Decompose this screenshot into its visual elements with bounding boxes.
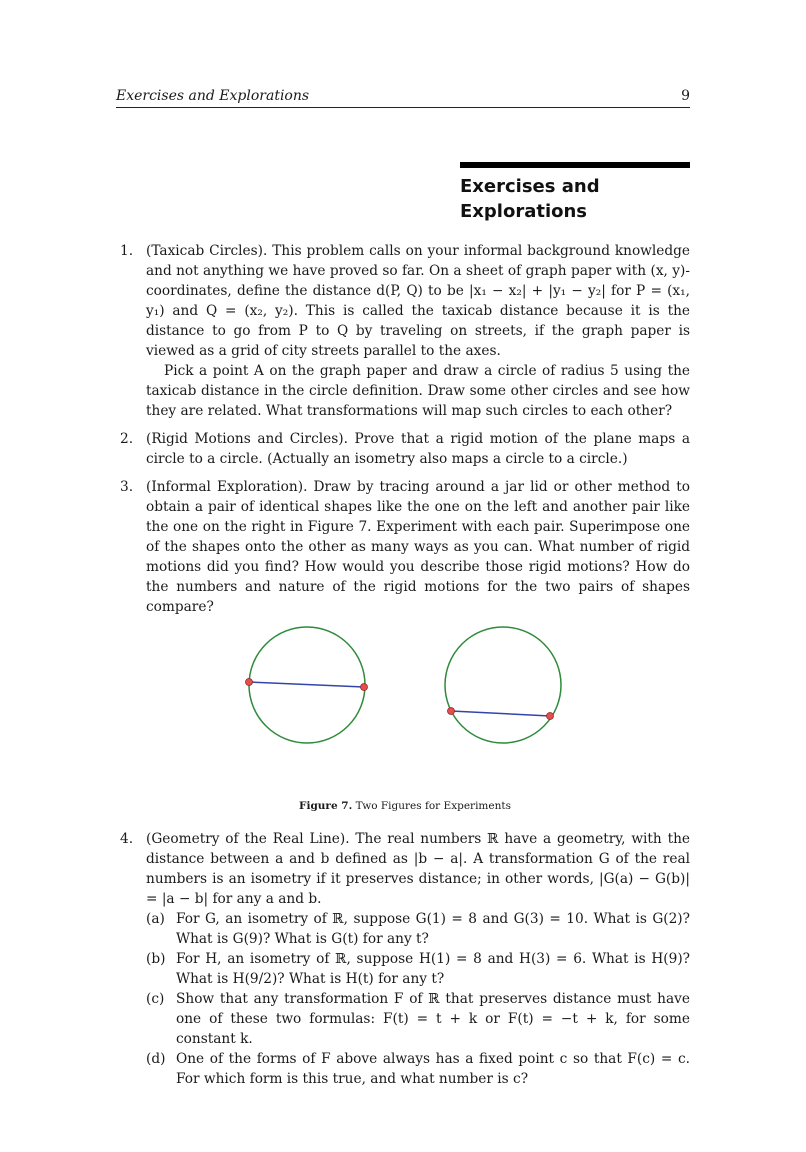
part-label: (c): [146, 991, 165, 1007]
exercise-text: Pick a point A on the graph paper and draw a circle of radius 5 using the taxicab distance in the circle definition. Draw some other circles and see how they are related. What transformations will map such circles to each other?: [146, 363, 690, 419]
section-title: [460, 174, 690, 224]
exercise-list-top: [120, 241, 690, 617]
section-title-line1: Exercises and: [460, 176, 600, 197]
exercise-3: [120, 477, 690, 617]
exercise-text: (Informal Exploration). Draw by tracing around a jar lid or other method to obtain a pair of identical shapes like the one on the left and another pair like the one on the right in Figure 7. Experiment with each pair. Superimpose one of the shapes onto the other as many ways as you can. What number of rigid motions did you find? How would you describe those rigid motions? How do the numbers and nature of the rigid motions for the two pairs of shapes compare?: [146, 479, 690, 615]
part-text: One of the forms of F above always has a fixed point c so that F(c) = c. For which form is this true, and what number is c?: [176, 1051, 690, 1087]
left-chord: [249, 682, 364, 687]
figure-7: [120, 620, 690, 785]
section-title-line2: Explorations: [460, 201, 588, 222]
running-head-title: Exercises and Explorations: [116, 88, 310, 104]
part-label: (d): [146, 1051, 166, 1067]
part-label: (b): [146, 951, 166, 967]
part-text: Show that any transformation F of ℝ that preserves distance must have one of these two formulas: F(t) = t + k or F(t) = −t + k, for some constant k.: [176, 991, 690, 1047]
figure-caption: [120, 800, 690, 812]
page-number: 9: [681, 88, 690, 104]
part-label: (a): [146, 911, 165, 927]
section-rule: [460, 162, 690, 168]
figure-caption-text: Two Figures for Experiments: [355, 800, 511, 812]
right-chord: [451, 711, 550, 716]
exercise-part: [146, 949, 690, 989]
exercise-number: 2.: [120, 431, 134, 447]
exercise-text: (Taxicab Circles). This problem calls on your informal background knowledge and not anything we have proved so far. On a sheet of graph paper with (x, y)-coordinates, define the distance d(P, Q) to be |x₁ − x₂| + |y₁ − y₂| for P = (x₁, y₁) and Q = (x₂, y₂). This is called the taxicab distance because it is the distance to go from P to Q by traveling on streets, if the graph paper is viewed as a grid of city streets parallel to the axes.: [146, 243, 690, 359]
exercise-number: 1.: [120, 243, 134, 259]
exercise-text: (Rigid Motions and Circles). Prove that a rigid motion of the plane maps a circle to a circle. (Actually an isometry also maps a circle to a circle.): [146, 431, 690, 467]
exercise-list-bottom: [120, 829, 690, 1089]
exercise-1: [120, 241, 690, 421]
exercise-text: (Geometry of the Real Line). The real numbers ℝ have a geometry, with the distance between a and b defined as |b − a|. A transformation G of the real numbers is an isometry if it preserves distance; in other words, |G(a) − G(b)| = |a − b| for any a and b.: [146, 831, 690, 907]
right-circle: [445, 627, 561, 743]
right-chord-endpoint: [448, 708, 455, 715]
left-chord-endpoint: [361, 684, 368, 691]
part-text: For H, an isometry of ℝ, suppose H(1) = 8 and H(3) = 6. What is H(9)? What is H(9/2)? What is H(t) for any t?: [176, 951, 690, 987]
left-chord-endpoint: [246, 679, 253, 686]
exercise-number: 3.: [120, 479, 134, 495]
exercise-part: [146, 1049, 690, 1089]
exercise-2: [120, 429, 690, 469]
figure-caption-label: Figure 7.: [299, 800, 353, 812]
exercise-4: [120, 829, 690, 1089]
exercise-part: [146, 909, 690, 949]
exercise-part: [146, 989, 690, 1049]
exercise-number: 4.: [120, 831, 134, 847]
figure-7-drawing: [120, 620, 690, 785]
running-head: [116, 87, 690, 108]
right-chord-endpoint: [547, 713, 554, 720]
part-text: For G, an isometry of ℝ, suppose G(1) = 8 and G(3) = 10. What is G(2)? What is G(9)? What is G(t) for any t?: [176, 911, 690, 947]
